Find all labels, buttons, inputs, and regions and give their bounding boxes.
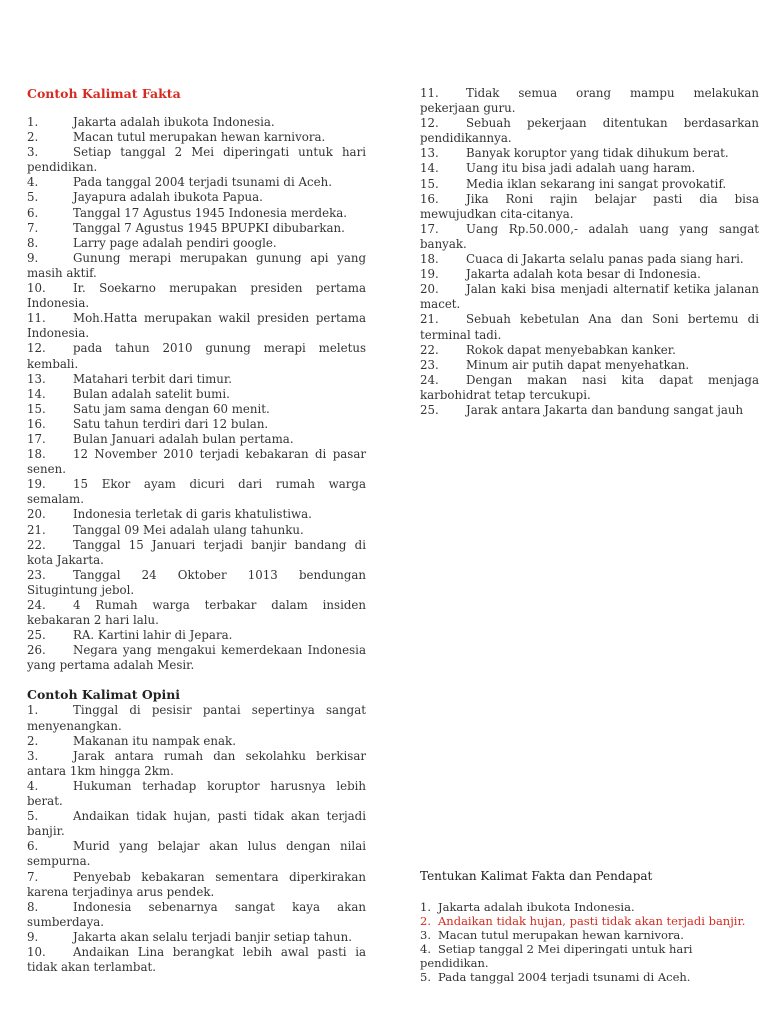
quiz-item: 2. Andaikan tidak hujan, pasti tidak akan terjadi banjir.: [420, 914, 746, 928]
quiz-item: 4. Setiap tanggal 2 Mei diperingati untuk hari pendidikan.: [420, 942, 693, 970]
fakta-item: 7. Tanggal 7 Agustus 1945 BPUPKI dibubarkan.: [27, 220, 345, 235]
fakta-item: 15. Satu jam sama dengan 60 menit.: [27, 401, 270, 416]
fakta-item: 10. Ir. Soekarno merupakan presiden pertama Indonesia.: [27, 281, 366, 311]
fakta-item: 13. Matahari terbit dari timur.: [27, 371, 232, 386]
fakta-item: 14. Bulan adalah satelit bumi.: [27, 386, 230, 401]
quiz-item: 3. Macan tutul merupakan hewan karnivora.: [420, 928, 684, 942]
fakta-item: 16. Satu tahun terdiri dari 12 bulan.: [27, 416, 269, 431]
opini-item: 18. Cuaca di Jakarta selalu panas pada siang hari.: [420, 252, 744, 267]
opini-item: 12. Sebuah pekerjaan ditentukan berdasarkan pendidikannya.: [420, 116, 759, 146]
fakta-item: 8. Larry page adalah pendiri google.: [27, 235, 277, 250]
fakta-item: 11. Moh.Hatta merupakan wakil presiden pertama Indonesia.: [27, 311, 366, 341]
fakta-item: 9. Gunung merapi merupakan gunung api yang masih aktif.: [27, 250, 366, 280]
opini-item: 5. Andaikan tidak hujan, pasti tidak akan terjadi banjir.: [27, 809, 366, 839]
opini-item: 23. Minum air putih dapat menyehatkan.: [420, 357, 690, 372]
opini-item: 24. Dengan makan nasi kita dapat menjaga karbohidrat tetap tercukupi.: [420, 372, 759, 402]
quiz-item: 1. Jakarta adalah ibukota Indonesia.: [420, 900, 635, 914]
fakta-item: 21. Tanggal 09 Mei adalah ulang tahunku.: [27, 522, 304, 537]
fakta-item: 24. 4 Rumah warga terbakar dalam insiden kebakaran 2 hari lalu.: [27, 598, 366, 628]
fakta-item: 6. Tanggal 17 Agustus 1945 Indonesia merdeka.: [27, 205, 348, 220]
opini-item: 4. Hukuman terhadap koruptor harusnya lebih berat.: [27, 778, 366, 809]
opini-heading: Contoh Kalimat Opini: [27, 687, 181, 703]
opini-item: 14. Uang itu bisa jadi adalah uang haram.: [420, 161, 696, 176]
quiz-section: [420, 869, 759, 984]
opini-list-part-1: [27, 703, 366, 975]
fakta-item: 23. Tanggal 24 Oktober 1013 bendungan Situgintung jebol.: [27, 567, 366, 597]
fakta-item: 4. Pada tanggal 2004 terjadi tsunami di Aceh.: [27, 175, 332, 190]
fakta-heading: Contoh Kalimat Fakta: [27, 86, 181, 101]
fakta-item: 19. 15 Ekor ayam dicuri dari rumah warga semalam.: [27, 477, 366, 507]
opini-item: 1. Tinggal di pesisir pantai sepertinya sangat menyenangkan.: [27, 703, 366, 733]
opini-item: 22. Rokok dapat menyebabkan kanker.: [420, 342, 676, 357]
fakta-list: [27, 115, 366, 673]
opini-item: 6. Murid yang belajar akan lulus dengan nilai sempurna.: [27, 839, 366, 869]
opini-item: 2. Makanan itu nampak enak.: [27, 733, 236, 748]
opini-item: 3. Jarak antara rumah dan sekolahku berkisar antara 1km hingga 2km.: [27, 748, 366, 778]
fakta-item: 5. Jayapura adalah ibukota Papua.: [27, 190, 263, 205]
opini-item: 15. Media iklan sekarang ini sangat provokatif.: [420, 176, 727, 191]
opini-item: 17. Uang Rp.50.000,- adalah uang yang sangat banyak.: [420, 221, 759, 251]
opini-item: 21. Sebuah kebetulan Ana dan Soni bertemu di terminal tadi.: [420, 312, 759, 342]
fakta-item: 2. Macan tutul merupakan hewan karnivora.: [27, 130, 326, 145]
quiz-item: 5. Pada tanggal 2004 terjadi tsunami di Aceh.: [420, 970, 691, 984]
right-column: [420, 86, 759, 418]
opini-item: 10. Andaikan Lina berangkat lebih awal pasti ia tidak akan terlambat.: [27, 944, 366, 975]
fakta-item: 17. Bulan Januari adalah bulan pertama.: [27, 431, 294, 446]
opini-item: 19. Jakarta adalah kota besar di Indonesia.: [420, 267, 701, 282]
opini-item: 25. Jarak antara Jakarta dan bandung sangat jauh: [420, 402, 744, 417]
opini-item: 20. Jalan kaki bisa menjadi alternatif ketika jalanan macet.: [420, 282, 759, 312]
quiz-list: [420, 900, 759, 984]
fakta-item: 18. 12 November 2010 terjadi kebakaran di pasar senen.: [27, 447, 366, 477]
fakta-item: 12. pada tahun 2010 gunung merapi meletus kembali.: [27, 341, 366, 371]
quiz-heading: Tentukan Kalimat Fakta dan Pendapat: [420, 869, 653, 883]
fakta-item: 22. Tanggal 15 Januari terjadi banjir bandang di kota Jakarta.: [27, 537, 366, 567]
opini-item: 7. Penyebab kebakaran sementara diperkirakan karena terjadinya arus pendek.: [27, 869, 366, 899]
opini-item: 8. Indonesia sebenarnya sangat kaya akan sumberdaya.: [27, 899, 366, 929]
opini-item: 11. Tidak semua orang mampu melakukan pekerjaan guru.: [420, 86, 759, 116]
opini-item: 16. Jika Roni rajin belajar pasti dia bisa mewujudkan cita-citanya.: [420, 191, 759, 221]
opini-item: 13. Banyak koruptor yang tidak dihukum berat.: [420, 146, 729, 161]
fakta-item: 26. Negara yang mengakui kemerdekaan Indonesia yang pertama adalah Mesir.: [27, 643, 366, 673]
fakta-item: 25. RA. Kartini lahir di Jepara.: [27, 628, 233, 643]
opini-list-part-2: [420, 86, 759, 418]
fakta-item: 20. Indonesia terletak di garis khatulistiwa.: [27, 507, 312, 522]
opini-item: 9. Jakarta akan selalu terjadi banjir setiap tahun.: [27, 929, 352, 944]
fakta-item: 3. Setiap tanggal 2 Mei diperingati untuk hari pendidikan.: [27, 145, 366, 175]
left-column: [27, 86, 366, 975]
fakta-item: 1. Jakarta adalah ibukota Indonesia.: [27, 115, 275, 129]
